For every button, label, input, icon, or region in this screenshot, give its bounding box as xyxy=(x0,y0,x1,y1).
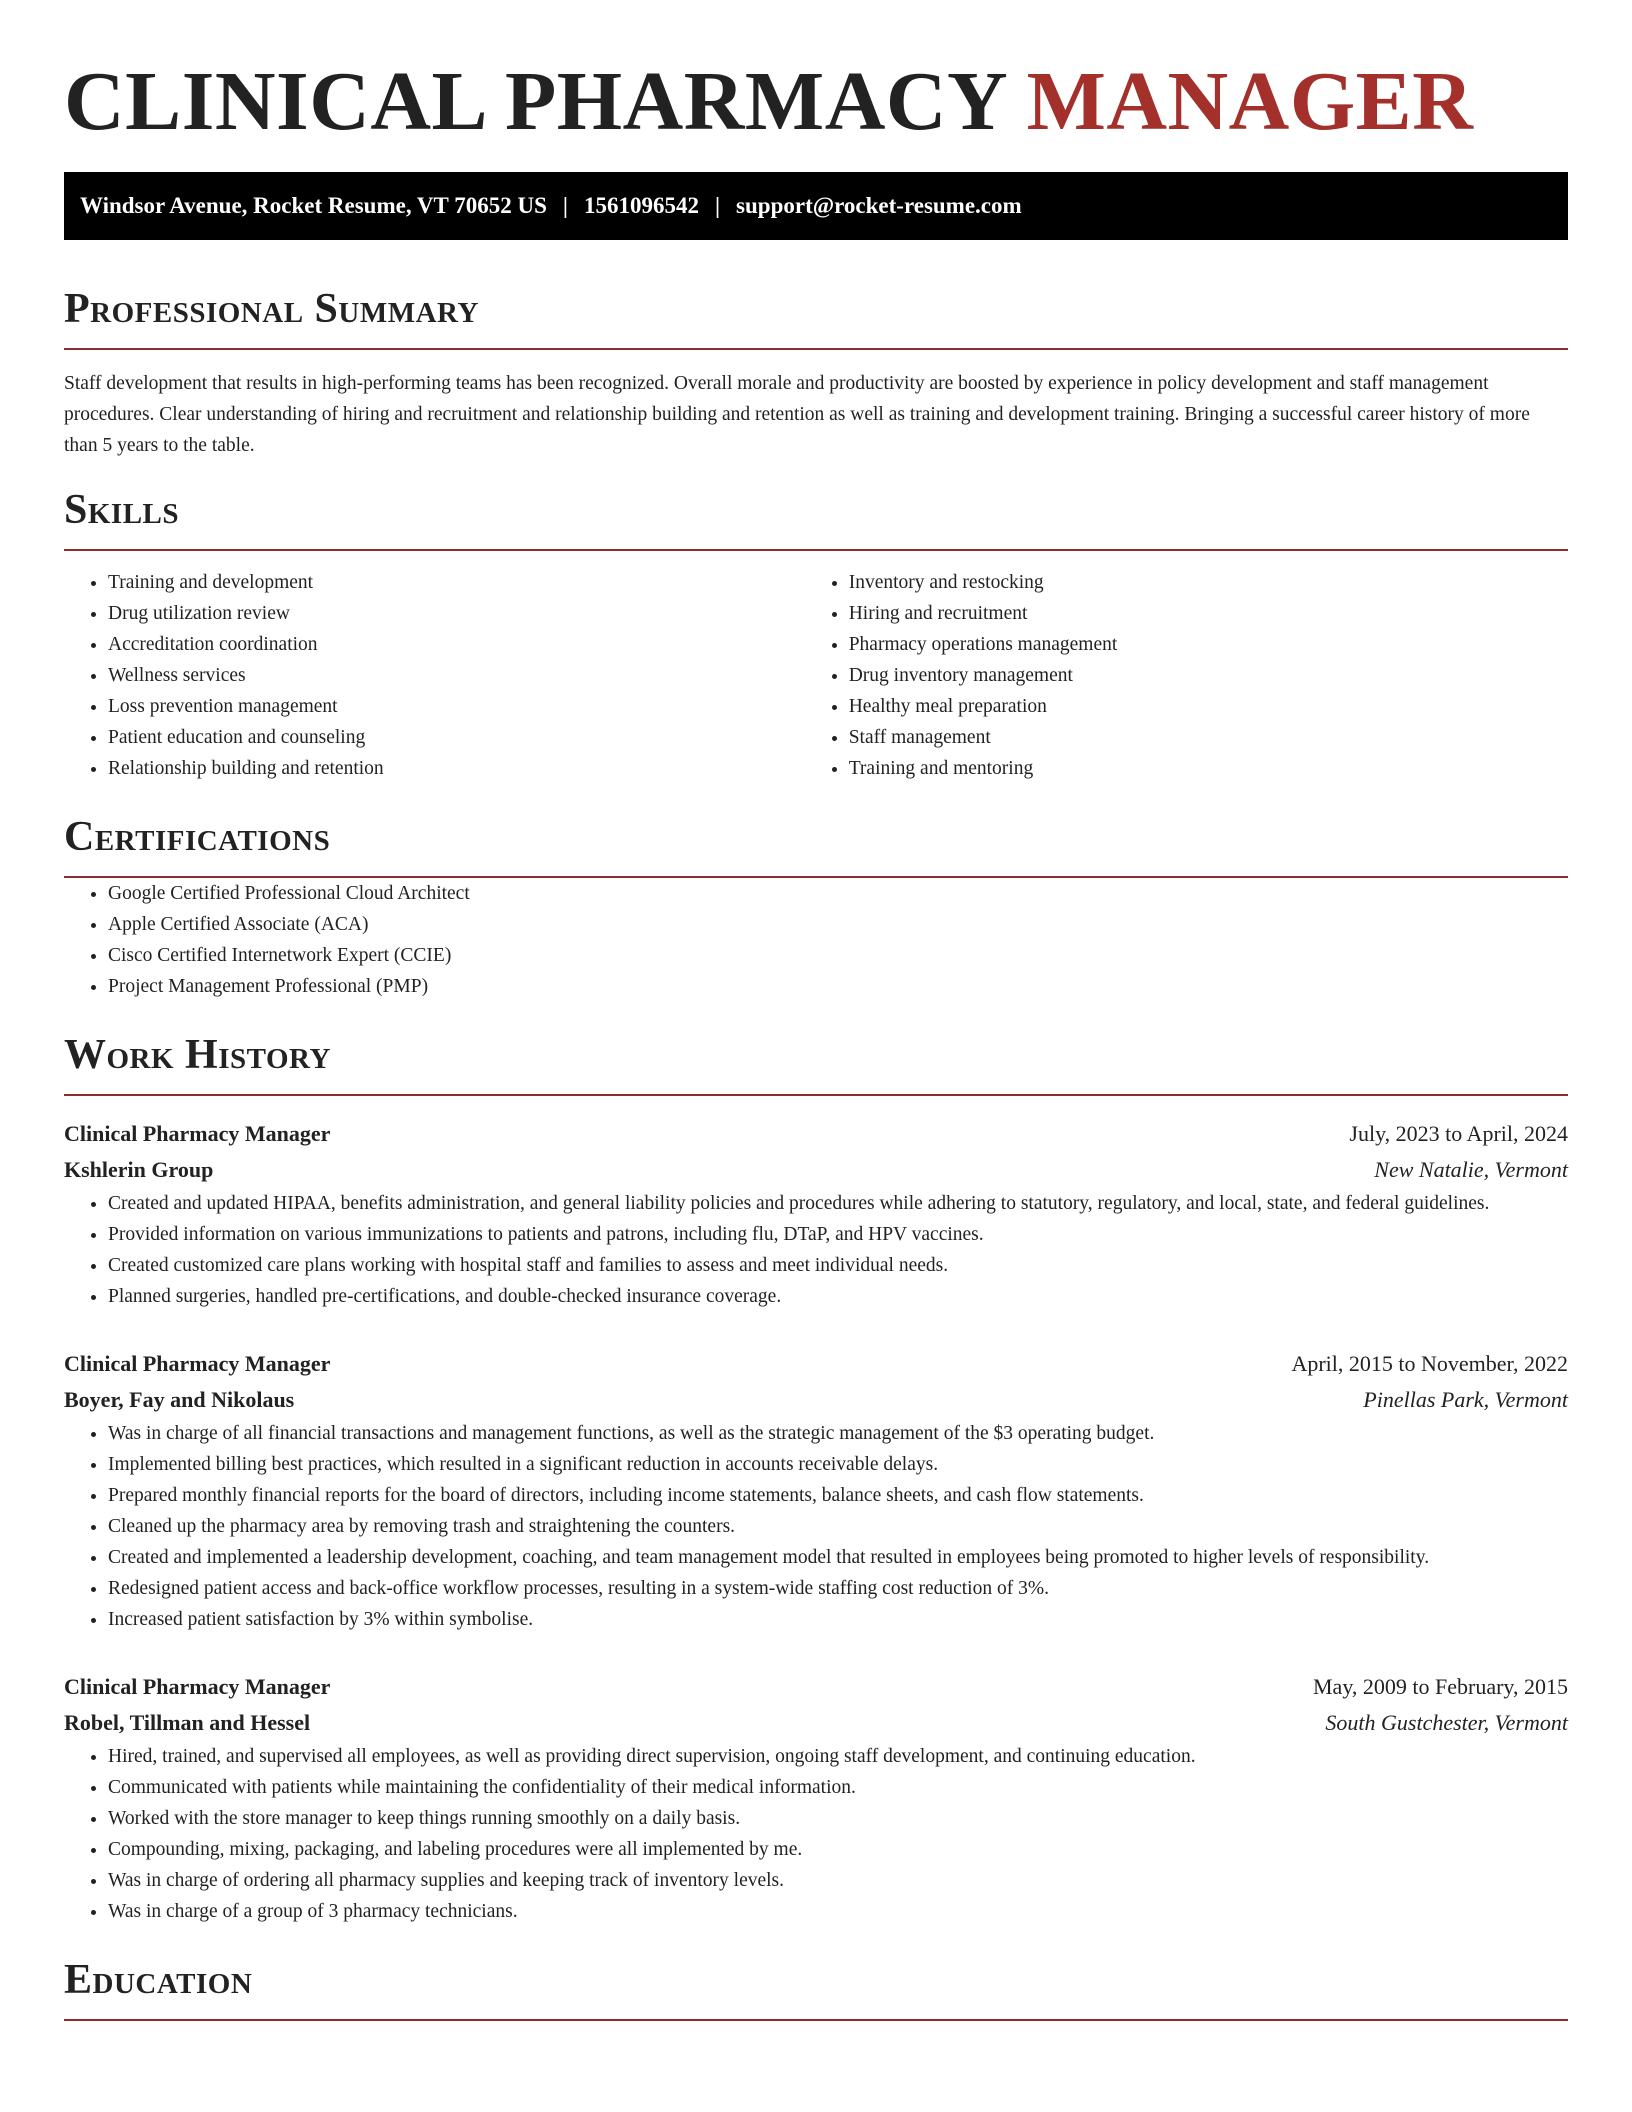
skill-item: • Healthy meal preparation xyxy=(849,691,1568,722)
job-bullet: • Worked with the store manager to keep things running smoothly on a daily basis. xyxy=(108,1803,1568,1834)
job-bullet: • Compounding, mixing, packaging, and labeling procedures were all implemented by me. xyxy=(108,1834,1568,1865)
skill-item: • Pharmacy operations management xyxy=(849,629,1568,660)
job-company: Robel, Tillman and Hessel xyxy=(64,1710,311,1735)
certification-item: • Apple Certified Associate (ACA) xyxy=(108,909,1568,940)
skill-item: • Staff management xyxy=(849,722,1568,753)
job-header-row xyxy=(64,1669,1568,1705)
certifications-section xyxy=(64,812,1568,1002)
name-accent: MANAGER xyxy=(1026,55,1474,148)
section-divider xyxy=(64,549,1568,551)
summary-title: Professional Summary xyxy=(64,286,479,332)
job-header-row xyxy=(64,1116,1568,1152)
job-bullet-list xyxy=(64,1418,1568,1635)
skill-item: • Hiring and recruitment xyxy=(849,598,1568,629)
job-subheader-row xyxy=(64,1705,1568,1741)
certification-item: • Project Management Professional (PMP) xyxy=(108,971,1568,1002)
skill-item: • Drug utilization review xyxy=(108,598,805,629)
section-divider xyxy=(64,2019,1568,2021)
job-title: Clinical Pharmacy Manager xyxy=(64,1121,331,1146)
job-title: Clinical Pharmacy Manager xyxy=(64,1674,331,1699)
name-main: CLINICAL PHARMACY xyxy=(64,55,1006,148)
job-bullet: • Planned surgeries, handled pre-certifications, and double-checked insurance coverage. xyxy=(108,1281,1568,1312)
job-bullet: • Communicated with patients while maintaining the confidentiality of their medical information. xyxy=(108,1772,1568,1803)
job-location: New Natalie, Vermont xyxy=(1374,1157,1568,1182)
summary-section xyxy=(64,284,1568,461)
job-dates: July, 2023 to April, 2024 xyxy=(1349,1121,1568,1146)
contact-bar xyxy=(64,172,1568,240)
job-bullet: • Hired, trained, and supervised all employees, as well as providing direct supervision, ongoing staff development, and continuing education. xyxy=(108,1741,1568,1772)
job-bullet: • Was in charge of a group of 3 pharmacy technicians. xyxy=(108,1896,1568,1927)
skill-item: • Training and mentoring xyxy=(849,753,1568,784)
skill-item: • Drug inventory management xyxy=(849,660,1568,691)
work-history-section xyxy=(64,1030,1568,1927)
skill-item: • Loss prevention management xyxy=(108,691,805,722)
job-entry xyxy=(64,1669,1568,1927)
skills-title: Skills xyxy=(64,487,180,533)
skill-item: • Inventory and restocking xyxy=(849,567,1568,598)
skill-item: • Training and development xyxy=(108,567,805,598)
contact-phone: 1561096542 xyxy=(583,193,699,218)
skills-grid xyxy=(64,567,1568,784)
job-title: Clinical Pharmacy Manager xyxy=(64,1351,331,1376)
section-divider xyxy=(64,348,1568,350)
job-entry xyxy=(64,1346,1568,1635)
job-bullet: • Redesigned patient access and back-office workflow processes, resulting in a system-wide staffing cost reduction of 3%. xyxy=(108,1573,1568,1604)
job-bullet: • Increased patient satisfaction by 3% within symbolise. xyxy=(108,1604,1568,1635)
skill-item: • Patient education and counseling xyxy=(108,722,805,753)
job-dates: May, 2009 to February, 2015 xyxy=(1313,1674,1568,1699)
job-bullet: • Was in charge of all financial transactions and management functions, as well as the strategic management of the $3 operating budget. xyxy=(108,1418,1568,1449)
contact-email: support@rocket-resume.com xyxy=(736,193,1022,218)
job-bullet: • Was in charge of ordering all pharmacy supplies and keeping track of inventory levels. xyxy=(108,1865,1568,1896)
job-bullet-list xyxy=(64,1741,1568,1927)
job-subheader-row xyxy=(64,1152,1568,1188)
skills-left-list xyxy=(64,567,805,784)
certification-item: • Google Certified Professional Cloud Architect xyxy=(108,878,1568,909)
certifications-list xyxy=(64,878,1568,1002)
job-bullet: • Implemented billing best practices, which resulted in a significant reduction in accounts receivable delays. xyxy=(108,1449,1568,1480)
job-bullet: • Prepared monthly financial reports for the board of directors, including income statements, balance sheets, and cash flow statements. xyxy=(108,1480,1568,1511)
education-title: Education xyxy=(64,1957,253,2003)
skills-section xyxy=(64,485,1568,784)
skill-item: • Wellness services xyxy=(108,660,805,691)
job-entry xyxy=(64,1116,1568,1312)
contact-separator: | xyxy=(714,193,721,218)
job-dates: April, 2015 to November, 2022 xyxy=(1291,1351,1568,1376)
job-location: Pinellas Park, Vermont xyxy=(1363,1387,1568,1412)
work-history-title: Work History xyxy=(64,1032,331,1078)
job-header-row xyxy=(64,1346,1568,1382)
section-divider xyxy=(64,1094,1568,1096)
resume-name-heading xyxy=(64,52,1568,152)
job-bullet-list xyxy=(64,1188,1568,1312)
certification-item: • Cisco Certified Internetwork Expert (CCIE) xyxy=(108,940,1568,971)
summary-text: Staff development that results in high-performing teams has been recognized. Overall morale and productivity are boosted by experience in policy development and staff management procedures. Clear understanding of hiring and recruitment and relationship building and retention as well as training and development training. Bringing a successful career history of more than 5 years to the table. xyxy=(64,373,1530,456)
skill-item: • Relationship building and retention xyxy=(108,753,805,784)
certifications-title: Certifications xyxy=(64,814,331,860)
job-bullet: • Created and updated HIPAA, benefits administration, and general liability policies and procedures while adhering to statutory, regulatory, and local, state, and federal guidelines. xyxy=(108,1188,1568,1219)
contact-address: Windsor Avenue, Rocket Resume, VT 70652 US xyxy=(80,193,547,218)
education-section xyxy=(64,1955,1568,2021)
job-bullet: • Cleaned up the pharmacy area by removing trash and straightening the counters. xyxy=(108,1511,1568,1542)
contact-separator: | xyxy=(562,193,568,218)
job-subheader-row xyxy=(64,1382,1568,1418)
job-location: South Gustchester, Vermont xyxy=(1325,1710,1568,1735)
skills-right-list xyxy=(805,567,1568,784)
job-company: Boyer, Fay and Nikolaus xyxy=(64,1387,295,1412)
skill-item: • Accreditation coordination xyxy=(108,629,805,660)
job-bullet: • Created customized care plans working with hospital staff and families to assess and meet individual needs. xyxy=(108,1250,1568,1281)
job-company: Kshlerin Group xyxy=(64,1157,214,1182)
job-bullet: • Provided information on various immunizations to patients and patrons, including flu, DTaP, and HPV vaccines. xyxy=(108,1219,1568,1250)
job-bullet: • Created and implemented a leadership development, coaching, and team management model that resulted in employees being promoted to higher levels of responsibility. xyxy=(108,1542,1568,1573)
